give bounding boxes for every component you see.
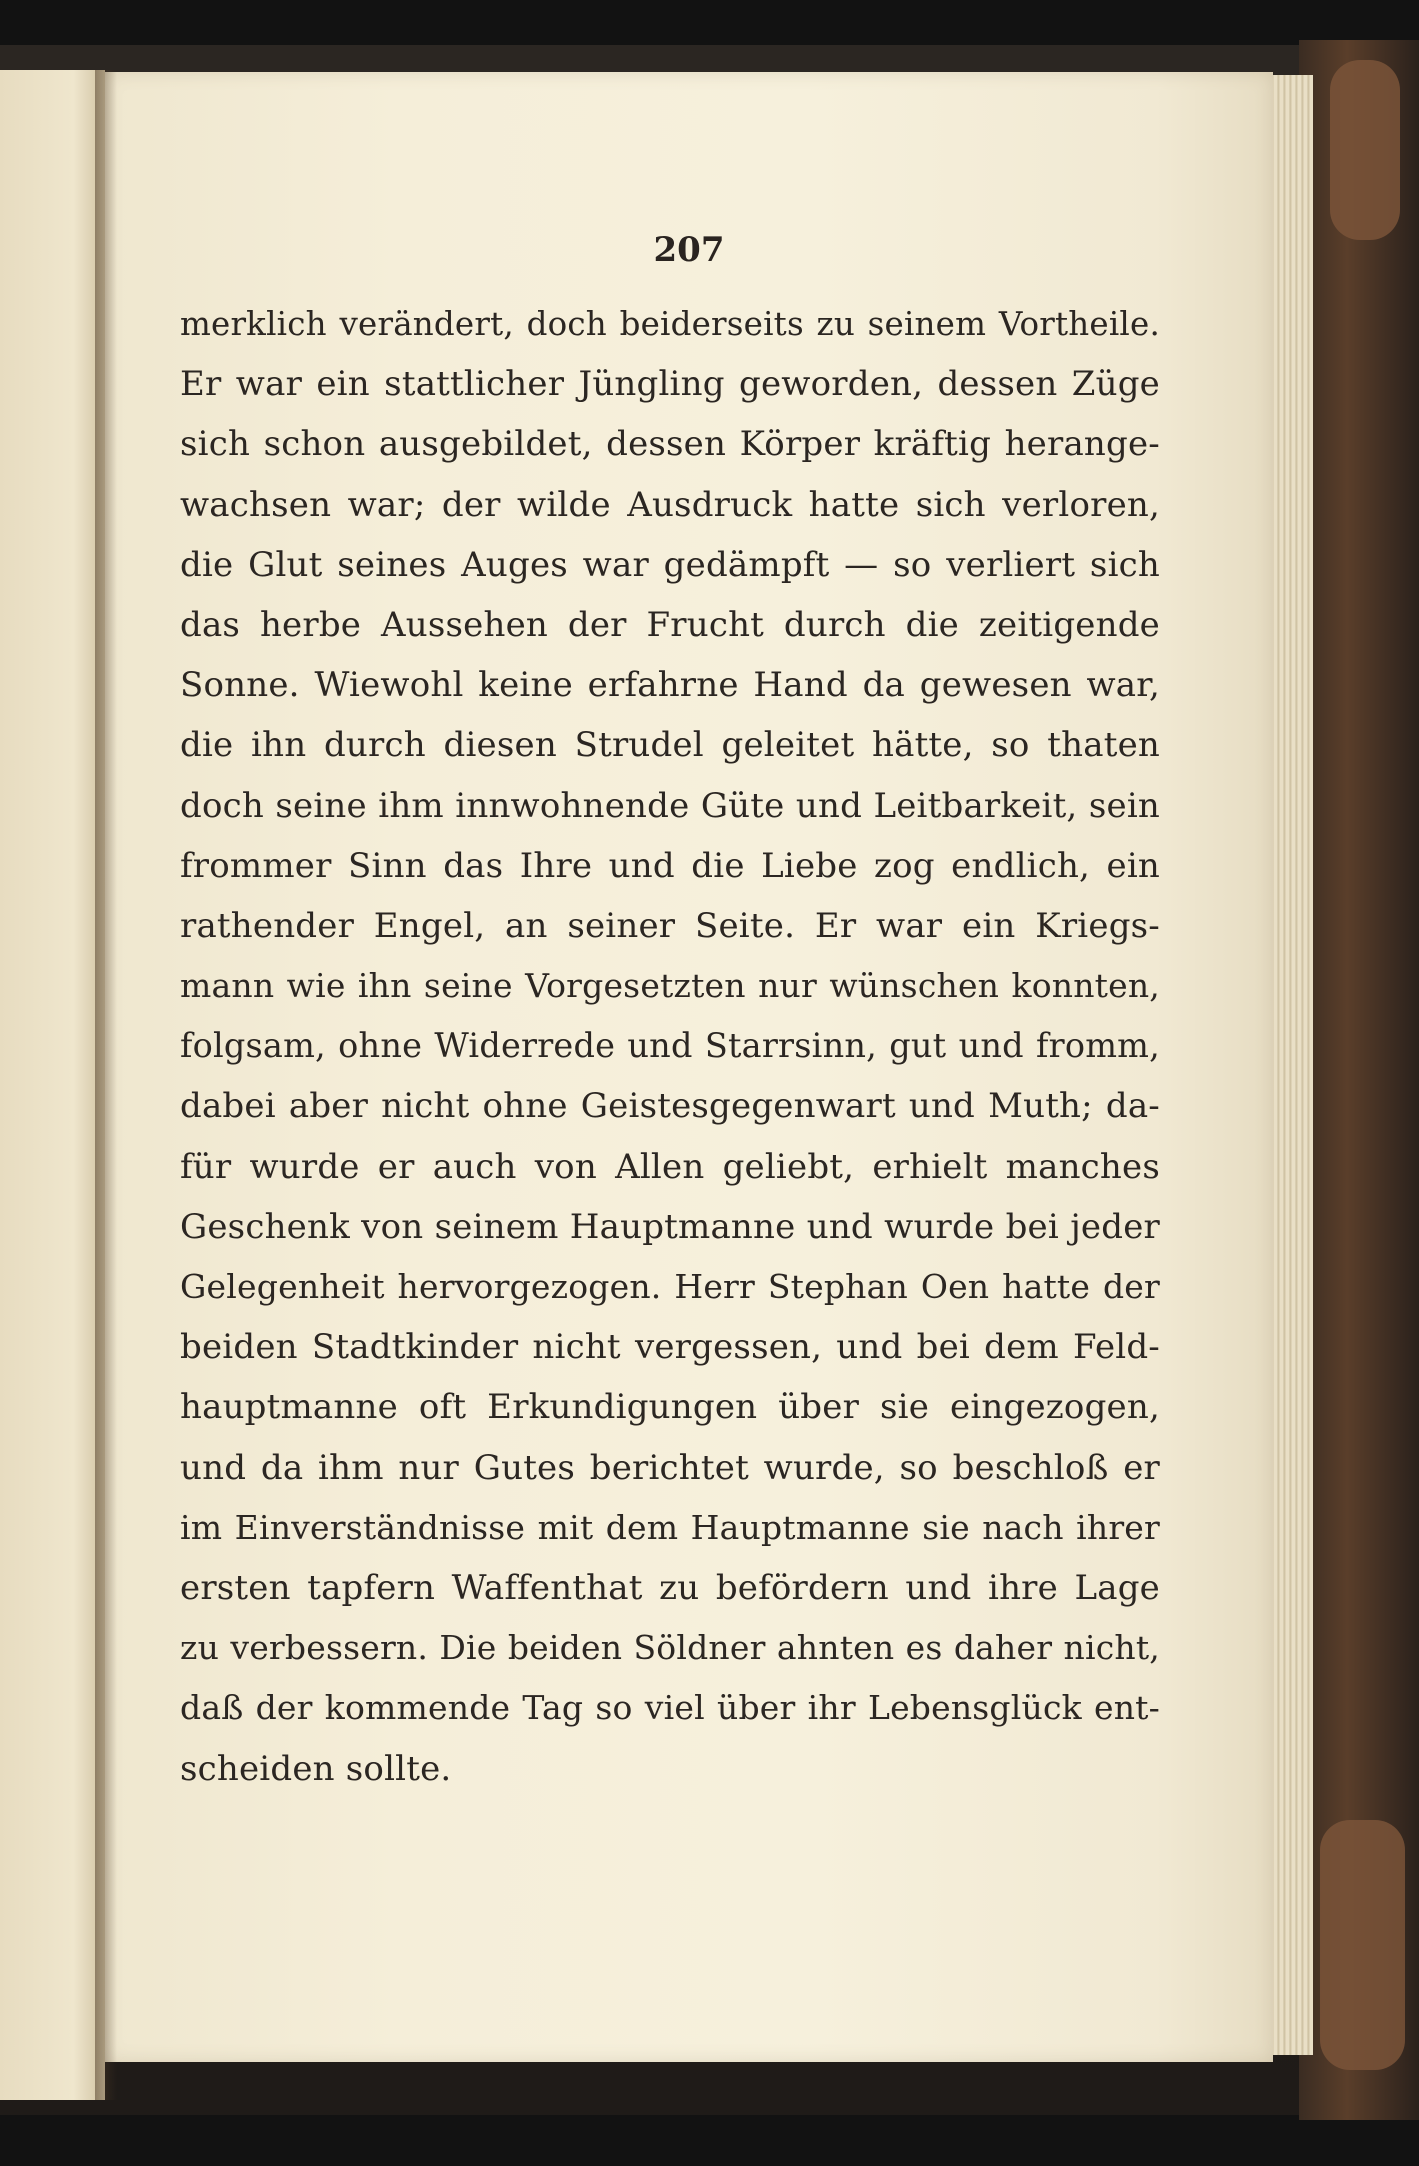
text-line: rathender Engel, an seiner Seite. Er war ein Kriegs-: [180, 905, 1160, 946]
page-stack-edges: [1268, 75, 1313, 2055]
worn-leather-spot: [1330, 60, 1400, 240]
book-page: [105, 72, 1273, 2062]
book-cover-right-edge: [1299, 40, 1419, 2120]
text-line: die Glut seines Auges war gedämpft — so verliert sich: [180, 544, 1160, 585]
text-line: doch seine ihm innwohnende Güte und Leitbarkeit, sein: [180, 785, 1160, 826]
text-line: beiden Stadtkinder nicht vergessen, und bei dem Feld-: [180, 1327, 1160, 1368]
text-line: Geschenk von seinem Hauptmanne und wurde bei jeder: [180, 1206, 1160, 1247]
text-line: wachsen war; der wilde Ausdruck hatte sich verloren,: [180, 484, 1160, 525]
text-line: zu verbessern. Die beiden Söldner ahnten es daher nicht,: [180, 1628, 1160, 1668]
previous-page-edge: [0, 70, 105, 2100]
text-line: sich schon ausgebildet, dessen Körper kräftig herange-: [180, 424, 1160, 465]
text-line: für wurde er auch von Allen geliebt, erhielt manches: [180, 1146, 1160, 1187]
text-line: mann wie ihn seine Vorgesetzten nur wünschen konnten,: [180, 966, 1160, 1006]
text-line: scheiden sollte.: [180, 1748, 452, 1789]
text-line: merklich verändert, doch beiderseits zu seinem Vortheile.: [180, 305, 1160, 343]
text-line: Gelegenheit hervorgezogen. Herr Stephan Oen hatte der: [180, 1267, 1160, 1306]
text-line: ersten tapfern Waffenthat zu befördern und ihre Lage: [180, 1567, 1160, 1608]
text-line: und da ihm nur Gutes berichtet wurde, so beschloß er: [180, 1447, 1160, 1488]
page-gutter-shadow: [95, 70, 117, 2100]
text-line: Er war ein stattlicher Jüngling geworden, dessen Züge: [180, 364, 1160, 405]
text-line: frommer Sinn das Ihre und die Liebe zog endlich, ein: [180, 845, 1160, 886]
text-line: das herbe Aussehen der Frucht durch die zeitigende: [180, 604, 1160, 645]
text-line: die ihn durch diesen Strudel geleitet hätte, so thaten: [180, 725, 1160, 766]
text-line: im Einverständnisse mit dem Hauptmanne sie nach ihrer: [180, 1507, 1160, 1547]
text-line: hauptmanne oft Erkundigungen über sie eingezogen,: [180, 1387, 1160, 1428]
text-line: daß der kommende Tag so viel über ihr Lebensglück ent-: [180, 1688, 1160, 1728]
page-text: [180, 294, 1160, 1799]
worn-leather-spot: [1320, 1820, 1405, 2070]
text-line: folgsam, ohne Widerrede und Starrsinn, gut und fromm,: [180, 1026, 1160, 1066]
text-line: dabei aber nicht ohne Geistesgegenwart und Muth; da-: [180, 1086, 1160, 1127]
text-line: Sonne. Wiewohl keine erfahrne Hand da gewesen war,: [180, 665, 1160, 706]
page-number: 207: [653, 230, 725, 270]
